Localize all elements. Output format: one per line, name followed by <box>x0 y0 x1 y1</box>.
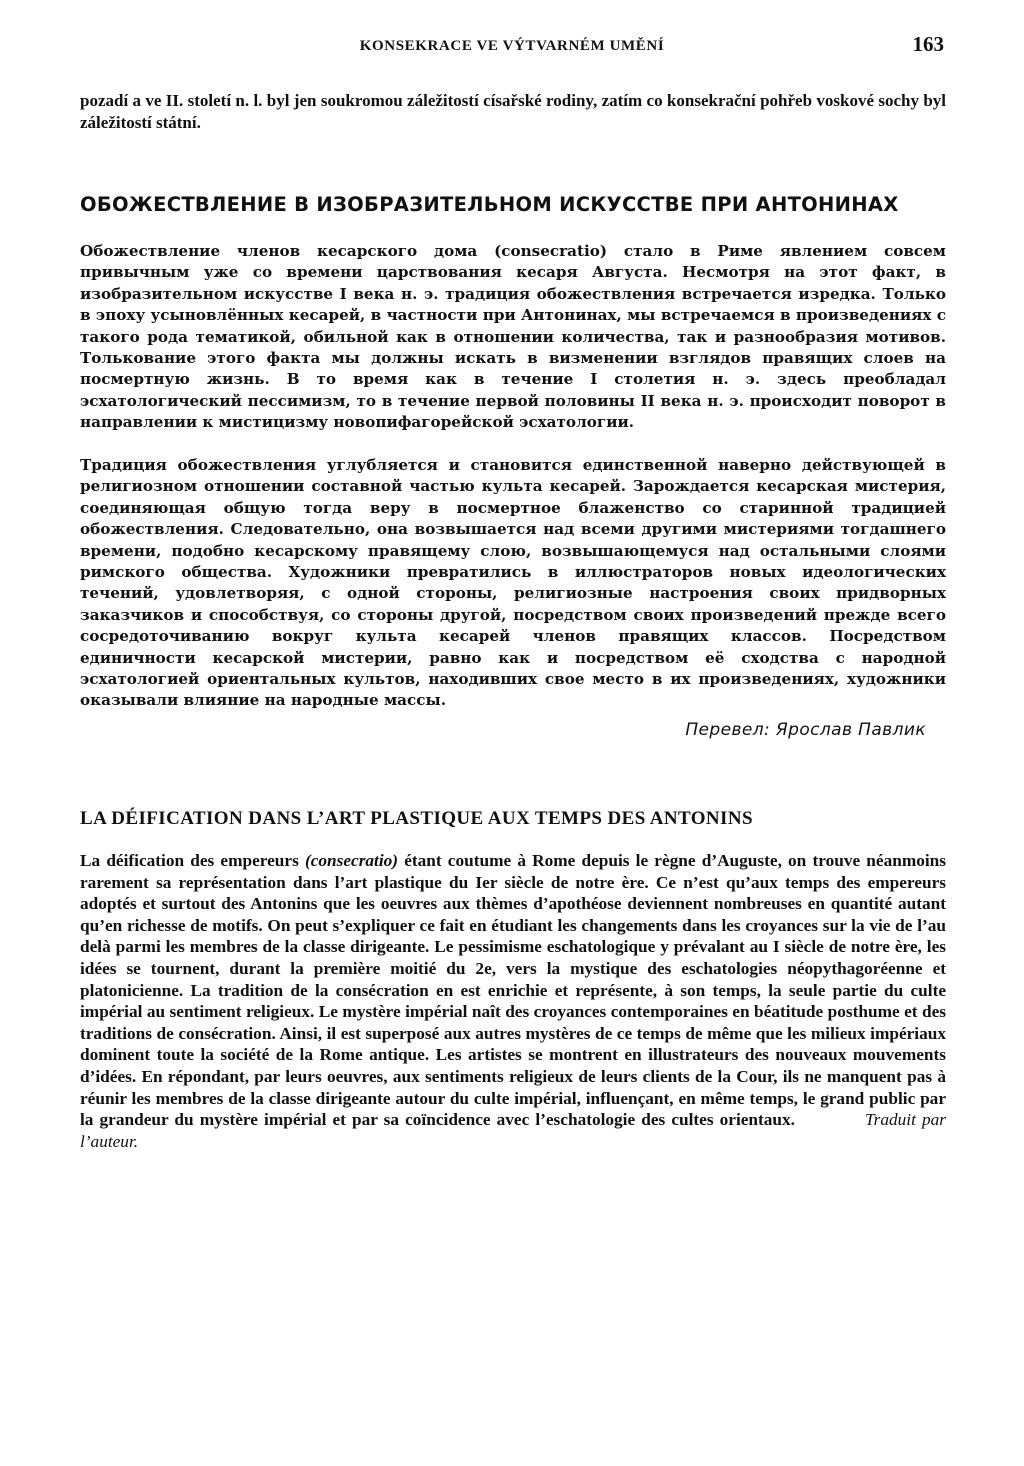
russian-translator-credit: Перевел: Ярослав Павлик <box>685 720 926 740</box>
russian-paragraph-2 <box>80 455 946 712</box>
running-head <box>80 32 944 62</box>
french-italic-term: (consecratio) <box>304 851 399 870</box>
page-number: 163 <box>912 32 944 56</box>
russian-paragraph-text: Обожествление членов кесарского дома (consecratio) стало в Риме явлением совсем привычным уже со времени царствования кесаря Августа. Несмотря на этот факт, в изобразительном искусстве I века н. э. традиция обожествления встречается изредка. Только в эпоху усыновлённых кесарей, в частности при Антонинах, мы встречаемся в произведениях с такого рода тематикой, обильной как в отношении количества, так и разнообразия мотивов. Толькование этого факта мы должны искать в визменении взглядов правящих слоев на посмертную жизнь. В то время как в течение I столетия н. э. здесь преобладал эсхатологический пессимизм, то в течение первой половины II века н. э. происходит поворот в направлении к мистицизму новопифагорейской эсхатологии. <box>80 242 946 432</box>
russian-paragraph-text: Традиция обожествления углубляется и становится единственной наверно действующей в религиозном отношении составной частью культа кесарей. Зарождается кесарская мистерия, соединяющая общую тогда веру в посмертное блаженство со старинной традицией обожествления. Следовательно, она возвышается над всеми другими мистериями тогдашнего времени, подобно кесарскому правящему слою, возвышающемуся над остальными слоями римского общества. Художники превратились в иллюстраторов новых идеологических течений, удовлетворяя, с одной стороны, религиозные настроения своих придворных заказчиков и способствуя, со стороны другой, посредством своих произведений прежде всего сосредоточиванию вокруг культа кесарей членов правящих классов. Посредством единичности кесарской мистерии, равно как и посредством её сходства с народной эсхатологией ориентальных культов, находивших свое место в их произведениях, художники оказывали влияние на народные массы. <box>80 456 946 710</box>
french-text-start: La déification des empereurs <box>80 851 305 870</box>
french-translator-credit: Traduit par l’auteur. <box>80 1110 946 1151</box>
russian-paragraph-1 <box>80 241 946 434</box>
french-summary-paragraph <box>80 850 946 1152</box>
russian-section-heading: ОБОЖЕСТВЛЕНИЕ В ИЗОБРАЗИТЕЛЬНОМ ИСКУССТВЕ ПРИ АНТОНИНАХ <box>80 193 899 216</box>
french-section-heading: LA DÉIFICATION DANS L’ART PLASTIQUE AUX TEMPS DES ANTONINS <box>80 808 753 829</box>
intro-paragraph: pozadí a ve II. století n. l. byl jen soukromou záležitostí císařské rodiny, zatím co konsekrační pohřeb voskové sochy byl záležitostí státní. <box>80 91 946 132</box>
french-text-rest: étant coutume à Rome depuis le règne d’Auguste, on trouve néanmoins rarement sa représentation dans l’art plastique du Ier siècle de notre ère. Ce n’est qu’aux temps des empereurs adoptés et surtout des Antonins que les oeuvres aux thèmes d’apothéose deviennent nombreuses en quantité autant qu’en richesse de motifs. On peut s’expliquer ce fait en étudiant les changements dans les croyances sur la vie de l’au delà parmi les membres de la classe dirigeante. Le pessimisme eschatologique y prévalant au I siècle de notre ère, les idées se tournent, durant la première moitié du 2e, vers la mystique des eschatologies néopythagoréenne et platonicienne. La tradition de la consécration en est enrichie et représente, à son temps, la seule partie du culte impérial au sentiment religieux. Le mystère impérial naît des croyances contemporaines en béatitude posthume et des traditions de consécration. Ainsi, il est superposé aux autres mystères de ce temps de même que les milieux impériaux dominent toute la société de la Rome antique. Les artistes se montrent en illustrateurs des nouveaux mouvements d’idées. En répondant, par leurs oeuvres, aux sentiments religieux de leurs clients de la Cour, ils ne manquent pas à réunir les membres de la classe dirigeante autour du culte impérial, influençant, en même temps, le grand public par la grandeur du mystère impérial et par sa coïncidence avec l’eschatologie des cultes orientaux. <box>80 851 946 1130</box>
running-title: KONSEKRACE VE VÝTVARNÉM UMĚNÍ <box>359 38 665 54</box>
